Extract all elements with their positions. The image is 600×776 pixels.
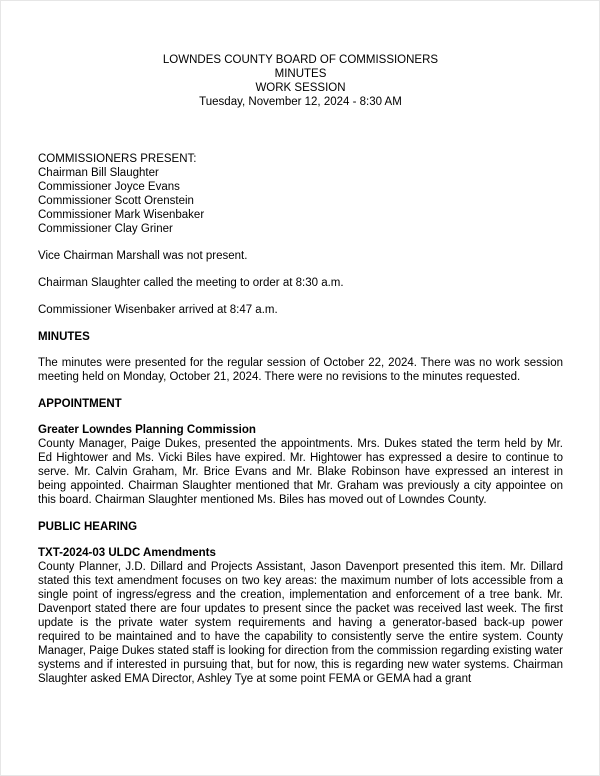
note-late-arrival: Commissioner Wisenbaker arrived at 8:47 a.m. [38, 304, 278, 316]
commissioner-name: Chairman Bill Slaughter [38, 167, 159, 179]
commissioner-name: Commissioner Mark Wisenbaker [38, 209, 205, 221]
commissioners-present-section [38, 152, 563, 236]
commissioner-name: Commissioner Clay Griner [38, 223, 173, 235]
header-date-time: Tuesday, November 12, 2024 - 8:30 AM [199, 96, 402, 108]
commissioners-present-label: COMMISSIONERS PRESENT: [38, 153, 197, 165]
header-org-title: LOWNDES COUNTY BOARD OF COMMISSIONERS [162, 54, 439, 66]
subheading-planning-commission: Greater Lowndes Planning Commission [38, 424, 256, 436]
minutes-paragraph: The minutes were presented for the regular session of October 22, 2024. There was no work session meeting held on Monday, October 21, 2024. There were no revisions to the minutes requested. [38, 357, 563, 383]
document-header [38, 53, 563, 109]
commissioner-name: Commissioner Joyce Evans [38, 181, 180, 193]
section-minutes [38, 330, 563, 384]
commissioner-name: Commissioner Scott Orenstein [38, 195, 194, 207]
section-heading-minutes: MINUTES [38, 331, 90, 343]
appointment-paragraph: County Manager, Paige Dukes, presented the appointments. Mrs. Dukes stated the term held by Mr. Ed Hightower and Ms. Vicki Biles have expired. Mr. Hightower has expressed a desire to continue to serve. Mr. Calvin Graham, Mr. Brice Evans and Mr. Blake Robinson have expressed an interest in being appointed. Chairman Slaughter mentioned that Mr. Graham was previously a city appointee on this board. Chairman Slaughter mentioned Ms. Biles has moved out of Lowndes County. [38, 438, 563, 506]
public-hearing-paragraph: County Planner, J.D. Dillard and Projects Assistant, Jason Davenport presented this item. Mr. Dillard stated this text amendment focuses on two key areas: the maximum number of lots accessible from a single point of ingress/egress and the creation, implementation and enforcement of a tree bank. Mr. Davenport stated there are four updates to present since the packet was received last week. The first update is the private water system requirements and having a generator-based back-up power required to be maintained and to have the capability to consistently serve the entire system. County Manager, Paige Dukes stated staff is looking for direction from the commission regarding existing water systems and if interested in pursuing that, but for now, this is regarding new water systems. Chairman Slaughter asked EMA Director, Ashley Tye at some point FEMA or GEMA had a grant [38, 561, 563, 685]
header-session-type: WORK SESSION [255, 82, 346, 94]
section-public-hearing [38, 520, 563, 686]
subheading-txt-2024-03: TXT-2024-03 ULDC Amendments [38, 547, 216, 559]
note-call-to-order: Chairman Slaughter called the meeting to order at 8:30 a.m. [38, 277, 344, 289]
header-doc-type: MINUTES [274, 68, 327, 80]
section-heading-appointment: APPOINTMENT [38, 398, 122, 410]
section-appointment [38, 397, 563, 507]
note-vice-chairman-absent: Vice Chairman Marshall was not present. [38, 250, 248, 262]
section-heading-public-hearing: PUBLIC HEARING [38, 521, 138, 533]
